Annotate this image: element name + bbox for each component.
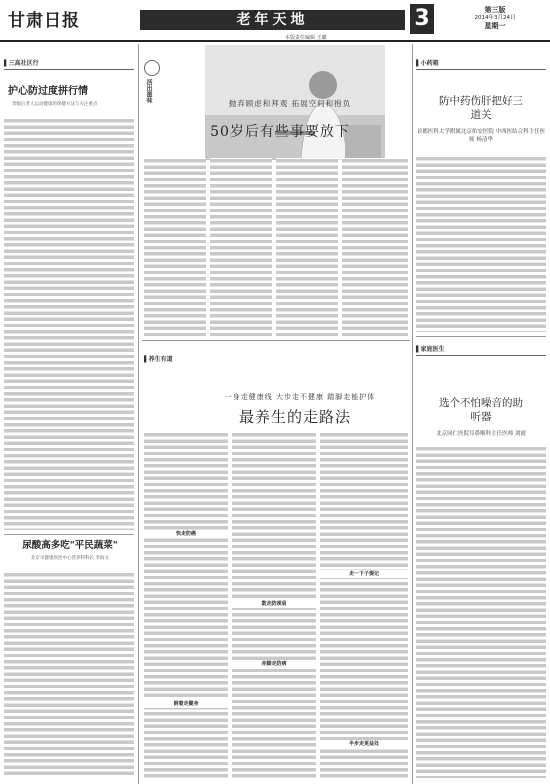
article-subhead: 北京同仁医院耳鼻喉科主任医师 刘霞 — [436, 431, 526, 437]
subsection-heading: 半步走更益处 — [320, 740, 408, 748]
subsection-heading: 倒着走健身 — [144, 700, 228, 708]
article-headline: 护心防过度拼行情 — [8, 86, 88, 97]
right-bottom-article — [416, 344, 546, 438]
article-body — [4, 118, 134, 530]
masthead — [0, 0, 550, 42]
article-body — [4, 572, 134, 778]
article-body — [416, 446, 546, 778]
article-body — [144, 432, 228, 778]
section-title: 老年天地 — [140, 10, 405, 30]
issue-date: 2014年3月24日 — [474, 15, 516, 21]
article-headline: 防中药伤肝把好三道关 — [439, 95, 523, 121]
article-separator — [416, 336, 546, 337]
page-number: 3 — [410, 4, 434, 34]
column-divider — [138, 44, 139, 784]
section-tag: ▌小药箱 — [416, 60, 439, 67]
subsection-heading: 走一下子提记 — [320, 570, 408, 578]
article-subhead: 晋级后老人运动健康的保健方法与关注重点 — [12, 102, 98, 107]
article-body — [210, 158, 272, 338]
tag-circle-icon — [144, 60, 160, 76]
edition-label: 第三版 — [484, 6, 506, 14]
newspaper-logo: 甘肃日报 — [8, 11, 80, 31]
tag-icon: ▌ — [144, 356, 149, 363]
subsection-heading: 快走防癌 — [144, 530, 228, 538]
article-subhead: 北京市健康疾控中心营养科科长 李海文 — [31, 556, 109, 561]
feature-kicker: 抛弃顾虑和拜观 拓展空间和抱负 — [228, 99, 352, 108]
issue-weekday: 星期一 — [484, 22, 506, 30]
tag-rule — [416, 355, 546, 356]
article-subhead: 首都医科大学附属北京佑安医院 中西医结合科主任医师 杨清华 — [416, 129, 546, 143]
article-separator — [142, 340, 410, 341]
article-headline: 选个不怕噪音的助听器 — [439, 397, 523, 423]
page-info — [455, 6, 535, 30]
editor-credit: 本版责任编辑 王璐 — [285, 35, 327, 41]
left-top-article — [4, 58, 134, 107]
article-body — [416, 156, 546, 332]
tag-icon: ▌ — [416, 346, 421, 353]
article-kicker: 一身走健康线 大步走不健康 踏脚走能护体 — [224, 393, 376, 401]
article-separator — [4, 534, 134, 535]
article-headline: 尿酸高多吃"平民蔬菜" — [22, 540, 118, 551]
column-divider — [412, 44, 413, 784]
tag-rule — [4, 69, 134, 70]
feature-tag: 活出滋味 — [144, 60, 192, 103]
tag-icon: ▌ — [416, 60, 421, 67]
section-tag: ▌家庭医生 — [416, 346, 445, 353]
article-body — [342, 158, 408, 338]
left-bottom-article — [6, 540, 134, 561]
tag-rule — [416, 69, 546, 70]
article-body — [320, 432, 408, 778]
right-top-article — [416, 58, 546, 144]
article-body — [276, 158, 338, 338]
article-body — [144, 158, 206, 338]
section-tag: ▌三高社区行 — [4, 60, 39, 67]
section-tag: ▌养生有道 — [144, 356, 173, 363]
article-headline: 最养生的走路法 — [238, 408, 351, 426]
feature-headline: 50岁后有些事要放下 — [210, 124, 350, 140]
subsection-heading: 散走防颈肩 — [232, 600, 316, 608]
subsection-heading: 赤脚走防病 — [232, 660, 316, 668]
tag-icon: ▌ — [4, 60, 9, 67]
